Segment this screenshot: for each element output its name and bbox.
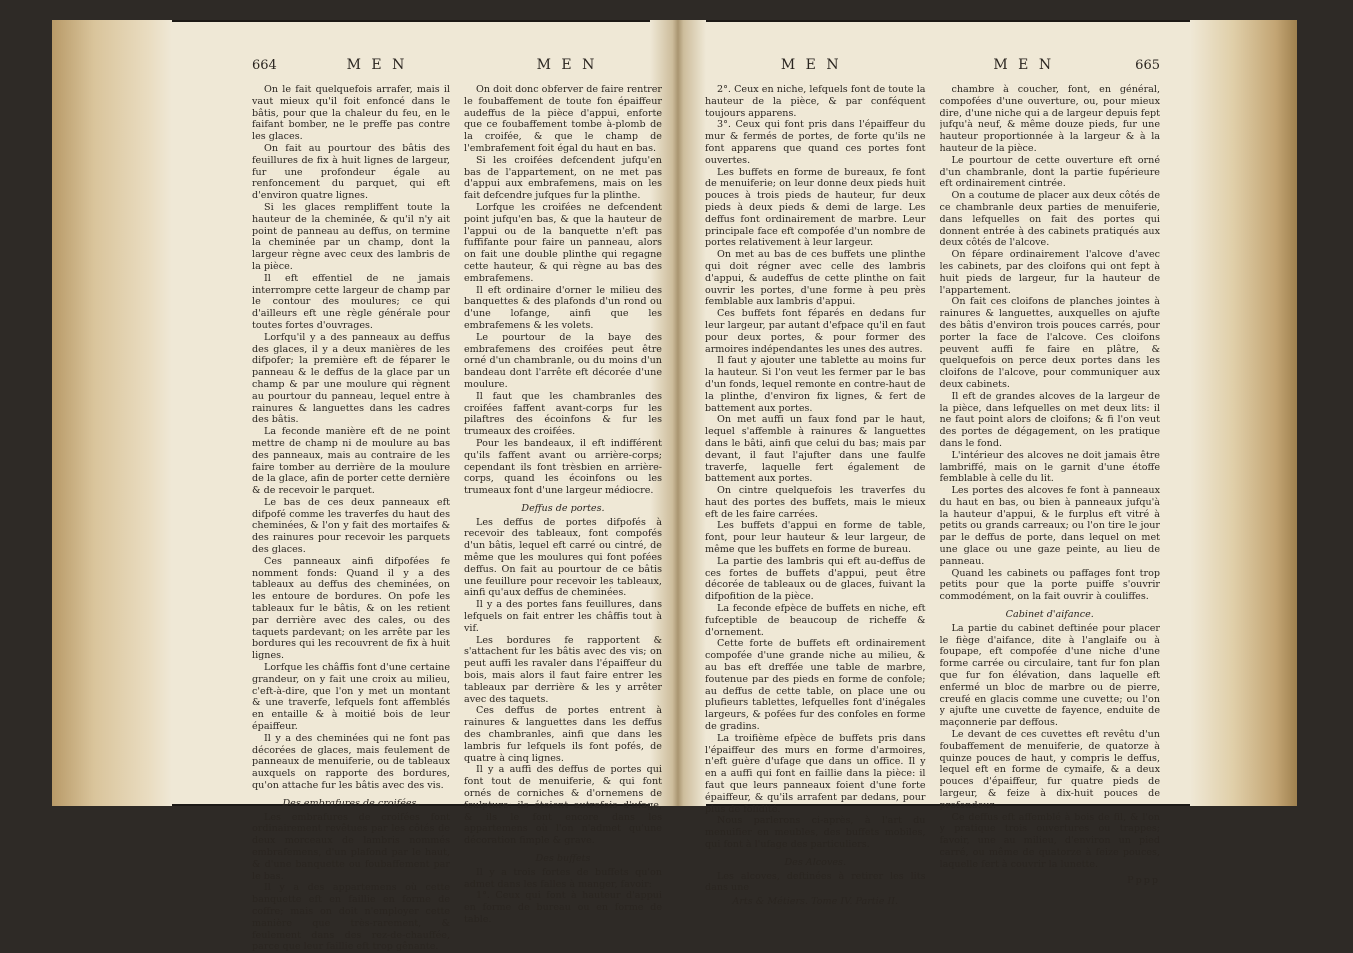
paragraph: Le devant de ces cuvettes eft revêtu d'un foubaffement de menuiferie, de quatorze à quinze pouces de haut, y compris le deffus, lequel eft en forme de cymaife, & a deux pouces d'épaiffeur, fur quatre pieds de largeur, & feize à dix-huit pouces de profondeur.: [939, 729, 1160, 811]
paragraph: Le bas de ces deux panneaux eft difpofé comme les traverfes du haut des cheminées, & l'on y fait des mortaifes & des rainures pour recevoir les parquets des glaces.: [252, 496, 450, 556]
section-heading: Des Alcoves.: [784, 856, 847, 868]
paragraph: La partie des lambris qui eft au-deffus de ces fortes de buffets d'appui, peut être décorée de tableaux ou de glaces, fuivant la difpofition de la pièce.: [705, 555, 926, 603]
signature-mark: Pppp: [1127, 874, 1160, 886]
paragraph: La feconde manière eft de ne point mettre de champ ni de moulure au bas des panneaux, mais au contraire de les faire tomber au derrière de la moulure de la glace, afin de porter cette dernière & de recevoir le parquet.: [252, 426, 450, 497]
page-footer: Arts & Métiers. Tome IV. Partie II.: [732, 896, 899, 908]
right-page-edge: [1190, 20, 1297, 806]
right-page-header: [705, 58, 1160, 84]
section-heading: Des embrafures de croifées.: [282, 797, 420, 809]
paragraph: Les deffus de portes difpofés à recevoir des tableaux, font compofés d'un bâtis, lequel eft carré ou cintré, de même que les moulures qui font pofées deffus. On fait au pourtour de ce bâtis une feuillure pour recevoir les tableaux, ainfi qu'aux deffus de cheminées.: [464, 516, 662, 599]
left-page-edge: [52, 20, 172, 806]
left-page: [252, 57, 662, 953]
paragraph: La feconde efpèce de buffets en niche, eft fufceptible de beaucoup de richeffe & d'ornement.: [705, 603, 926, 638]
paragraph: Le pourtour de cette ouverture eft orné d'un chambranle, dont la partie fupérieure eft ordinairement cintrée.: [939, 154, 1160, 190]
paragraph: On le fait quelquefois arrafer, mais il vaut mieux qu'il foit enfoncé dans le bâtis, pour que la chaleur du feu, en le faifant bomber, ne le preffe pas contre les glaces.: [252, 84, 450, 143]
paragraph: 2°. Ceux en niche, lefquels font de toute la hauteur de la pièce, & par conféquent toujours apparens.: [705, 84, 926, 119]
paragraph: Lorfque les châffis font d'une certaine grandeur, on y fait une croix au milieu, c'eft-à-dire, que l'on y met un montant & une traverfe, lefquels font affemblés en entaille & à moitié bois de leur épaiffeur.: [252, 662, 450, 733]
paragraph: Il y a des cheminées qui ne font pas décorées de glaces, mais feulement de panneaux de menuiferie, ou de tableaux auxquels on rapporte des bordures, qu'on attache fur les bâtis avec des vis.: [252, 732, 450, 792]
paragraph: Il y a auffi des deffus de portes qui font tout de menuiferie, & qui font ornés de corniches & d'ornemens de fculpture: ils étoient autrefois d'ufage, & ils le font encore dans les appartemens où l'on n'admet qu'une décoration fimple & grave.: [464, 764, 662, 847]
paragraph: Nous parlerons ci-après, à l'art du menuifier en meubles, des buffets mobiles, qui font à l'ufage des particuliers.: [705, 815, 926, 850]
left-column-2: [464, 84, 662, 953]
right-page-number: 665: [1135, 58, 1160, 73]
paragraph: Il y a des appartemens où cette banquette eft en faillie en forme de coffre; mais on doit n'employer cette manière que très-rarement, & feulement dans des rez-de-chauffée, parce que leur faillie eft trop gênante.: [252, 882, 450, 953]
paragraph: Les bordures fe rapportent & s'attachent fur les bâtis avec des vis; on peut auffi les ravaler dans l'épaiffeur du bois, mais alors il faut faire entrer les tableaux par derrière & les y arrêter avec des taquets.: [464, 634, 662, 705]
paragraph: Les buffets d'appui en forme de table, font, pour leur hauteur & leur largeur, de même que les buffets en forme de bureau.: [705, 520, 926, 556]
paragraph: Ces deffus de portes entrent à rainures & languettes dans les deffus des chambranles, ainfi que dans les lambris fur lefquels ils font pofés, de quatre à cinq lignes.: [464, 705, 662, 764]
paragraph: Il y a trois fortes de buffets qu'on admet dans les falles à manger, favoir:: [464, 866, 662, 890]
paragraph: On cintre quelquefois les traverfes du haut des portes des buffets, mais le mieux eft de les faire carrées.: [705, 485, 926, 520]
paragraph: Il eft de grandes alcoves de la largeur de la pièce, dans lefquelles on met deux lits: il ne faut point alors de cloifons; & fi l'on veut des portes de dégagement, on les pratique dans le fond.: [939, 390, 1160, 449]
paragraph: Les embrafures de croifées font ordinairement revêtues par les côtés de deux morceaux de lambris nommés embrafemens, d'un plafond par le haut, & d'une banquette ou foubaffement par le bas.: [252, 811, 450, 882]
paragraph: Il eft effentiel de ne jamais interrompre cette largeur de champ par le contour des moulures; ce qui d'ailleurs eft une règle générale pour toutes fortes d'ouvrages.: [252, 272, 450, 331]
paragraph: On doit donc obferver de faire rentrer le foubaffement de toute fon épaiffeur audeffus de la pièce d'appui, enforte que ce foubaffement tombe à-plomb de la croifée, & que le champ de l'embrafement foit égal du haut en bas.: [464, 84, 662, 154]
paragraph: Si les croifées defcendent jufqu'en bas de l'appartement, on ne met pas d'appui aux embrafemens, mais on les fait defcendre jufques fur la plinthe.: [464, 154, 662, 202]
paragraph: On fépare ordinairement l'alcove d'avec les cabinets, par des cloifons qui ont fept à huit pieds de largeur, fur la hauteur de l'appartement.: [939, 249, 1160, 296]
section-heading: Des buffets: [535, 853, 591, 864]
left-column-1: [252, 84, 450, 953]
right-running-title-2: M E N: [993, 57, 1055, 73]
paragraph: Ces buffets font féparés en dedans fur leur largeur, par autant d'efpace qu'il en faut pour deux portes, & pour former des armoires indépendantes les unes des autres.: [705, 308, 926, 355]
paragraph: Ce deffus eft affemblé à bois de fil, & l'on y pratique trois ouvertures ou trappes; favoir, une au milieu, d'environ un pied carré, ou même de quatorze à feize pouces, laquelle fert à couvrir la lunette.: [939, 811, 1160, 870]
paragraph: Pour les bandeaux, il eft indifférent qu'ils faffent avant ou arrière-corps; cependant ils font trèsbien en arrière-corps, quand les écoinfons ou les trumeaux font d'une largeur médiocre.: [464, 437, 662, 497]
paragraph: Le pourtour de la baye des embrafemens des croifées peut être orné d'un chambranle, ou du moins d'un bandeau dont l'arrête eft décorée d'une moulure.: [464, 331, 662, 390]
right-column-2: [940, 84, 1161, 908]
paragraph: Les portes des alcoves fe font à panneaux du haut en bas, ou bien à panneaux jufqu'à la hauteur d'appui, & le furplus eft vitré à petits ou grands carreaux; ou l'on tire le jour par le deffus de porte, dans lequel on met une glace ou une gaze peinte, au lieu de panneau.: [939, 485, 1160, 567]
paragraph: On fait ces cloifons de planches jointes à rainures & languettes, auxquelles on ajufte des bâtis d'environ trois pouces carrés, pour porter la face de l'alcove. Ces cloifons peuvent auffi fe faire en plâtre, & quelquefois on perce deux portes dans les cloifons de l'alcove, pour communiquer aux deux cabinets.: [939, 296, 1160, 390]
right-column-1: [705, 84, 926, 908]
left-running-title-1: M E N: [346, 57, 408, 73]
paragraph: On a coutume de placer aux deux côtés de ce chambranle deux parties de menuiferie, dans lefquelles on fait des portes qui donnent entrée à des cabinets pratiqués aux deux côtés de l'alcove.: [939, 190, 1160, 249]
paragraph: On fait au pourtour des bâtis des feuillures de fix à huit lignes de largeur, fur une profondeur égale au renfoncement du parquet, qui eft d'environ quatre lignes.: [252, 142, 450, 202]
right-running-title-1: M E N: [780, 57, 842, 73]
left-page-header: [252, 58, 662, 84]
paragraph: Il y a des portes fans feuillures, dans lefquels on fait entrer les châffis tout à vif.: [464, 599, 662, 634]
paragraph: Il faut y ajouter une tablette au moins fur la hauteur. Si l'on veut les fermer par le bas d'un fonds, lequel remonte en contre-haut de la plinthe, d'environ fix lignes, & fert de battement aux portes.: [705, 355, 926, 414]
paragraph: La partie du cabinet deftinée pour placer le fiège d'aifance, dite à l'anglaife ou à foupape, eft compofée d'une niche d'une forme carrée ou circulaire, tant fur fon plan que fur fon élévation, dans laquelle eft enfermé un bloc de marbre ou de pierre, creufé en glacis comme une cuvette; ou l'on y ajufte une cuvette de fayence, enduite de maçonnerie par deffous.: [939, 622, 1160, 729]
section-heading: Cabinet d'aifance.: [1005, 609, 1094, 621]
paragraph: Si les glaces rempliffent toute la hauteur de la cheminée, & qu'il n'y ait point de panneau au deffus, on termine la cheminée par un champ, dont la largeur règne avec ceux des lambris de la pièce.: [252, 201, 450, 272]
left-page-number: 664: [252, 58, 277, 73]
paragraph: L'intérieur des alcoves ne doit jamais être lambriffé, mais on le garnit d'une étoffe femblable à celle du lit.: [939, 449, 1160, 485]
section-heading: Deffus de portes.: [521, 502, 605, 514]
paragraph: On met au bas de ces buffets une plinthe qui doit régner avec celle des lambris d'appui, & audeffus de cette plinthe on fait ouvrir les portes, d'une forme à peu près femblable aux lambris d'appui.: [705, 249, 926, 308]
paragraph: Il faut que les chambranles des croifées faffent avant-corps fur les pilaftres des écoinfons & fur les trumeaux des croifées.: [464, 390, 662, 438]
paragraph: Lorfque les croifées ne defcendent point jufqu'en bas, & que la hauteur de l'appui ou de la banquette n'eft pas fuffifante pour faire un panneau, alors on fait une double plinthe qui regagne cette hauteur, & qui règne au bas des embrafemens.: [464, 201, 662, 284]
paragraph: On met auffi un faux fond par le haut, lequel s'affemble à rainures & languettes dans le bâti, ainfi que celui du bas; mais par devant, il faut l'ajufter dans une faulfe traverfe, laquelle fert également de battement aux portes.: [705, 414, 926, 485]
right-page: [705, 57, 1160, 908]
paragraph: Lorfqu'il y a des panneaux au deffus des glaces, il y a deux manières de les difpofer; la première eft de féparer le panneau & le deffus de la glace par un champ & par une moulure qui règnent au pourtour du panneau, lequel entre à rainures & languettes dans les cadres des bâtis.: [252, 331, 450, 426]
paragraph: Quand les cabinets ou paffages font trop petits pour que la porte puiffe s'ouvrir commodément, on la fait ouvrir à couliffes.: [939, 567, 1160, 603]
left-running-title-2: M E N: [536, 57, 598, 73]
paragraph: Il eft ordinaire d'orner le milieu des banquettes & des plafonds d'un rond ou d'une lofange, ainfi que les embrafemens & les volets.: [464, 284, 662, 331]
paragraph: La troifième efpèce de buffets pris dans l'épaiffeur des murs en forme d'armoires, n'eft guère d'ufage que dans un office. Il y en a auffi qui font en faillie dans la pièce: il faut que leurs panneaux foient d'une forte épaiffeur, & qu'ils arrafent par dedans, pour plus de folidité.: [705, 732, 926, 815]
paragraph: 1°. Ceux qui font à hauteur d'appui en forme de bureau ou en forme de table.: [464, 890, 662, 925]
paragraph: Les alcoves, deftinées à retirer les lits dans une: [705, 870, 926, 894]
paragraph: Les buffets en forme de bureaux, fe font de menuiferie; on leur donne deux pieds huit pouces à trois pieds de hauteur, fur deux pieds à deux pieds & demi de large. Les deffus font ordinairement de marbre. Leur principale face eft compofée d'un nombre de portes relativement à leur largeur.: [705, 166, 926, 249]
paragraph: 3°. Ceux qui font pris dans l'épaiffeur du mur & fermés de portes, de forte qu'ils ne font apparens que quand ces portes font ouvertes.: [705, 119, 926, 166]
paragraph: Ces panneaux ainfi difpofées fe nomment fonds: Quand il y a des tableaux au deffus des cheminées, on les entoure de bordures. On pofe les tableaux fur le bâtis, & on les retient par derrière avec des cales, ou des taquets pardevant; on les arrête par les bordures qui les recouvrent de fix à huit lignes.: [252, 555, 450, 662]
paragraph: chambre à coucher, font, en général, compofées d'une ouverture, ou, pour mieux dire, d'une niche qui a de largeur depuis fept jufqu'à neuf, & même douze pieds, fur une hauteur proportionnée à la largeur & à la hauteur de la pièce.: [939, 84, 1160, 154]
paragraph: Cette forte de buffets eft ordinairement compofée d'une grande niche au milieu, & au bas eft dreffée une table de marbre, foutenue par des pieds en forme de confole; au deffus de cette table, on place une ou plufieurs tablettes, lefquelles font d'inégales largeurs, & pofées fur des confoles en forme de gradins.: [705, 638, 926, 733]
